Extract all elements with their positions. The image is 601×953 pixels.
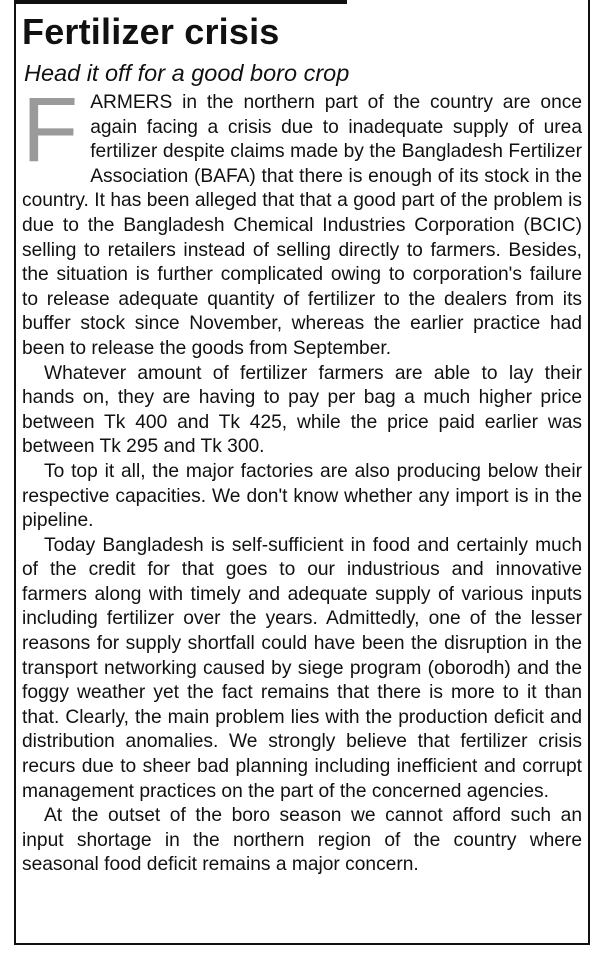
- article-subhead: Head it off for a good boro crop: [24, 60, 350, 86]
- drop-cap: F: [22, 79, 79, 181]
- article-paragraph: Whatever amount of fertilizer farmers are able to lay their hands on, they are having to pay per bag a much higher price between Tk 400 and Tk 425, while the price paid earlier was between Tk 295 and Tk 300.: [22, 362, 582, 458]
- article-headline: Fertilizer crisis: [22, 11, 280, 52]
- article-body: [22, 79, 582, 878]
- article-paragraph: At the outset of the boro season we cannot afford such an input shortage in the northern region of the country where seasonal food deficit remains a major concern.: [22, 805, 582, 876]
- article: [22, 10, 582, 878]
- article-paragraph: Today Bangladesh is self-sufficient in food and certainly much of the credit for that goes to our industrious and innovative farmers along with timely and adequate supply of various inputs including fertilizer over the years. Admittedly, one of the lesser reasons for supply shortfall could have been the disruption in the transport networking caused by siege program (oborodh) and the foggy weather yet the fact remains that there is more to it than that. Clearly, the main problem lies with the production deficit and distribution anomalies. We strongly believe that fertilizer crisis recurs due to sheer bad planning including inefficient and corrupt management practices on the part of the concerned agencies.: [22, 534, 582, 802]
- article-paragraph: [22, 79, 582, 362]
- article-paragraph: To top it all, the major factories are also producing below their respective capacities. We don't know whether any import is in the pipeline.: [22, 460, 582, 532]
- paragraph-text: ARMERS in the northern part of the country are once again facing a crisis due to inadequate supply of urea fertilizer despite claims made by the Bangladesh Fertilizer Association (BAFA) that there is enough of its stock in the country. It has been alleged that that a good part of the problem is due to the Bangladesh Chemical Industries Corporation (BCIC) selling to retailers instead of selling directly to farmers. Besides, the situation is further complicated owing to corporation's failure to release adequate quantity of fertilizer to the dealers from its buffer stock since November, whereas the earlier practice had been to release the goods from September.: [22, 92, 582, 359]
